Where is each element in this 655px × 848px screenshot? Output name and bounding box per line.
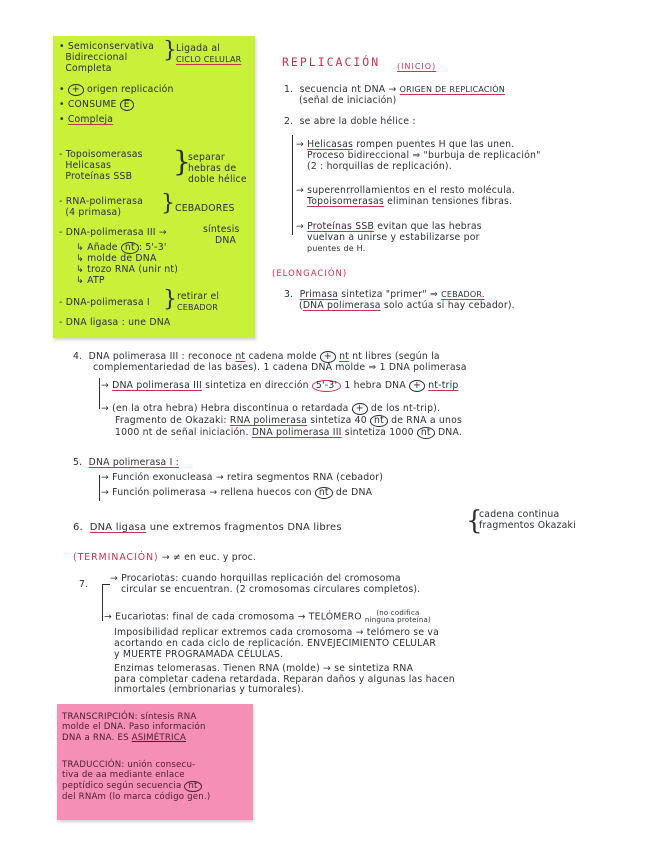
direction-circle: 5'-3'	[312, 380, 341, 392]
item-rna-polimerasa: RNA-polimerasa	[65, 196, 144, 207]
step-7-eucariotas: → Eucariotas: final de cada cromosoma → TELÓMERO (no codifica ninguna proteína)	[104, 609, 431, 624]
step-4-text: DNA polimerasa III : reconoce	[88, 351, 233, 362]
step-6	[73, 522, 342, 534]
sintesis-text-2: DNA	[215, 234, 237, 246]
step-7-number: 7.	[79, 579, 89, 590]
separar-text-3: doble hélice	[188, 173, 247, 185]
exonucleasa-text: Función exonucleasa → retira segmentos RNA (cebador)	[112, 472, 384, 483]
dna-pol1-line: - DNA-polimerasa I	[59, 297, 150, 308]
telomero-detail-3: y MUERTE PROGRAMADA CÉLULAS.	[114, 648, 284, 660]
procariotas-text-2: circular se encuentran. (2 cromosomas circulares completos).	[121, 583, 421, 595]
step-4-pol3: → DNA polimerasa III sintetiza en dirección 5'-3' 1 hebra DNA + nt-trip	[101, 380, 459, 391]
item-proteinas-ssb: Proteínas SSB	[65, 170, 133, 182]
step-6-number: 6.	[73, 522, 83, 533]
direction-text: : 5'-3'	[138, 242, 167, 253]
anade-text: Añade	[87, 242, 118, 253]
origen-replicacion-label: ORIGEN DE REPLICACIÓN	[399, 85, 505, 94]
procariotas-text: Procariotas: cuando horquillas replicación del cromosoma	[121, 573, 401, 584]
polimerasa-text-2: de DNA	[335, 486, 373, 498]
green-list-1: • Semiconservativa Bidireccional Completa	[59, 41, 155, 74]
inicio-text: (INICIO)	[397, 62, 437, 71]
plus-circle: +	[352, 403, 368, 415]
topoisomerasas-label: Topoisomerasas	[307, 195, 384, 207]
step-4-text-4: complementariedad de las bases). 1 cadena DNA molde ⇒ 1 DNA polimerasa	[93, 361, 467, 373]
telomero-note-2: ninguna proteína	[364, 616, 428, 624]
transcripcion-text-2: molde el DNA. Paso información	[62, 722, 206, 733]
rna-polimerasa-label: RNA polimerasa	[229, 414, 308, 426]
retirar-text-1: retirar el	[177, 291, 220, 302]
nt-trip-label: nt-trip	[428, 380, 459, 391]
enzymes-separar: - Topoisomerasas Helicasas Proteínas SSB	[59, 149, 143, 182]
dna-pol1-label: DNA polimerasa I :	[88, 457, 179, 468]
item-topoisomerasas: Topoisomerasas	[65, 149, 143, 160]
atp-text: ATP	[87, 274, 105, 286]
separar-text-2: hebras de	[188, 162, 237, 174]
telomero-detail-1: Imposibilidad replicar extremos cada cromosoma → telómero se va	[114, 627, 439, 638]
ligasa-line: - DNA ligasa : une DNA	[59, 317, 171, 328]
cebadores-label	[175, 204, 235, 215]
retirar-note	[177, 292, 219, 312]
step-4	[73, 351, 467, 374]
item-compleja: Compleja	[67, 113, 114, 125]
retirar-brace: }	[163, 287, 178, 312]
energy-circle: E	[120, 99, 134, 111]
elongacion-label: (ELONGACIÓN)	[272, 269, 348, 279]
plus-circle: +	[68, 84, 84, 96]
ligada-note	[176, 44, 241, 64]
telomero-note-1: no codifica	[379, 609, 420, 617]
okazaki-text-6: DNA.	[437, 426, 463, 438]
okazaki-text-4: 1000 nt de señal iniciación.	[115, 426, 249, 438]
ssb-text: evitan que las hebras	[377, 221, 482, 232]
step-7-procariotas: → Procariotas: cuando horquillas replicación del cromosoma circular se encuentran. (2 cromosomas circulares completos).	[110, 573, 421, 595]
step-3: 3. Primasa sintetiza "primer" ⇒ CEBADOR. (DNA polimerasa solo actúa si hay cebador).	[284, 289, 515, 311]
step-5	[73, 458, 179, 469]
step-3-number: 3.	[284, 289, 294, 300]
traduccion-text-1: TRADUCCIÓN: unión consecu-	[62, 760, 196, 770]
okazaki-text-5: sintetiza 1000	[344, 426, 414, 438]
fragmentos-okazaki-text: fragmentos Okazaki	[479, 519, 576, 531]
page-title: REPLICACIÓN	[282, 55, 381, 69]
traduccion-text-3: peptídico según secuencia	[62, 780, 182, 791]
item-dna-ligasa: DNA ligasa : une DNA	[65, 317, 171, 328]
ssb-text-3: puentes de H.	[307, 243, 366, 253]
green-list-2: • + origen replicación • CONSUME E • Compleja	[59, 84, 174, 125]
separar-note	[188, 153, 247, 186]
step-2-number: 2.	[284, 116, 294, 127]
cadena-continua-text: cadena continua	[479, 509, 560, 520]
step-6-brace: {	[466, 506, 483, 536]
proceso-text: Proceso bidireccional ⇒ "burbuja de replicación"	[307, 149, 541, 161]
hebra-discontinua-text-2: de los nt-trip).	[370, 403, 441, 414]
item-semiconservativa: Semiconservativa	[67, 41, 155, 52]
ssb-label: Proteínas SSB	[307, 221, 375, 232]
step-1-text: secuencia nt DNA →	[299, 84, 397, 95]
okazaki-text-2: sintetiza 40	[310, 414, 367, 426]
step-4-sintetiza: sintetiza en dirección	[205, 380, 309, 391]
cebadores-text: CEBADORES	[175, 203, 235, 214]
separar-text-1: separar	[188, 152, 225, 163]
nt-underlined: nt	[235, 351, 246, 362]
step-2-topo: → superenrrollamientos en el resto molécula. Topoisomerasas eliminan tensiones fibras.	[296, 185, 515, 207]
okazaki-text: Fragmento de Okazaki:	[115, 414, 227, 426]
topoisomerasas-text: eliminan tensiones fibras.	[387, 195, 513, 207]
terminacion-label: (TERMINACIÓN)	[73, 552, 159, 563]
cebador-label: CEBADOR.	[441, 290, 485, 299]
transcripcion-note	[62, 712, 206, 743]
step-4-text-2: cadena molde	[248, 351, 317, 362]
item-primasa: (4 primasa)	[65, 206, 122, 218]
step-1-note: (señal de iniciación)	[299, 94, 397, 106]
sintesis-note	[203, 225, 240, 247]
telomerasa-detail-1: Enzimas telomerasas. Tienen RNA (molde) → se sintetiza RNA	[114, 662, 414, 674]
step-1-number: 1.	[284, 84, 294, 95]
okazaki-text-3: de RNA a unos	[391, 414, 462, 426]
plus-circle: +	[409, 380, 425, 392]
step-7-bracket-top	[102, 584, 110, 585]
dna-pol3-subitems: ↳ Añade nt : 5'-3' ↳ molde de DNA ↳ trozo RNA (unir nt) ↳ ATP	[76, 242, 179, 286]
molde-text: molde de DNA	[87, 252, 157, 264]
step-5-bracket	[99, 475, 100, 501]
step-2-ssb: → Proteínas SSB evitan que las hebras vuelvan a unirse y estabilizarse por puentes de H.	[296, 221, 482, 253]
terminacion-text: → ≠ en euc. y proc.	[161, 552, 257, 563]
dna-pol3-label: DNA polimerasa III	[251, 426, 342, 438]
item-completa: Completa	[65, 62, 112, 74]
rna-pol-block: - RNA-polimerasa (4 primasa)	[59, 196, 144, 218]
traduccion-note	[62, 760, 210, 802]
item-dna-pol1: DNA-polimerasa I	[65, 297, 150, 308]
ligada-al-text: Ligada al	[176, 43, 220, 54]
nt-circle: nt	[370, 415, 388, 427]
step-1	[284, 85, 505, 107]
nt-circle: nt	[121, 242, 139, 254]
asimetrica-label: ASIMÉTRICA	[131, 732, 187, 743]
horquillas-text: (2 : horquillas de replicación).	[307, 160, 452, 172]
cebadores-brace: }	[161, 191, 176, 216]
telomero-detail-2: acortando en cada ciclo de replicación. ENVEJECIMIENTO CELULAR	[114, 637, 436, 649]
nt-circle: nt	[184, 781, 201, 792]
transcripcion-text-3: DNA a RNA. ES	[62, 732, 129, 743]
step-4-okazaki: → (en la otra hebra) Hebra discontinua o retardada + de los nt-trip). Fragmento de Okazaki: RNA polimerasa sintetiza 40 nt de RNA a unos 1000 nt de señal iniciación. DNA polimerasa III sintetiza 1000 nt DNA.	[101, 403, 463, 438]
item-bidireccional: Bidireccional	[65, 51, 128, 63]
step-3-note: solo actúa si hay cebador).	[383, 299, 515, 311]
step-4-text-3: nt libres (según la	[352, 351, 440, 362]
item-origen: origen replicación	[87, 84, 174, 95]
green-sticky-note	[53, 36, 255, 338]
helicasas-text: rompen puentes H que las unen.	[356, 139, 515, 150]
step-2-bracket	[292, 135, 293, 235]
step-2-helicasas: → Helicasas rompen puentes H que las unen. Proceso bidireccional ⇒ "burbuja de replicación" (2 : horquillas de replicación).	[296, 139, 541, 172]
step-4-hebra: 1 hebra DNA	[344, 380, 406, 391]
dna-pol3-block: - DNA-polimerasa III →	[59, 227, 167, 238]
step-6-outcomes	[479, 510, 576, 532]
traduccion-text-4: del RNAm (lo marca código gen.)	[62, 791, 211, 802]
ligada-brace: }	[163, 38, 178, 63]
dna-pol3-label: DNA polimerasa III	[112, 380, 202, 391]
ciclo-celular-text: CICLO CELULAR	[176, 54, 242, 64]
dna-polimerasa-label: DNA polimerasa	[302, 299, 381, 311]
retirar-text-2: CEBADOR	[177, 302, 219, 312]
primasa-label: Primasa	[299, 289, 339, 300]
item-helicasas: Helicasas	[65, 159, 112, 171]
transcripcion-text-1: TRANSCRIPCIÓN: síntesis RNA	[62, 712, 197, 722]
traduccion-text-2: tiva de aa mediante enlace	[62, 770, 185, 781]
step-2-text: se abre la doble hélice :	[299, 116, 416, 127]
polimerasa-text: Función polimerasa → rellena huecos con	[112, 486, 312, 498]
trozo-text: trozo RNA (unir nt)	[87, 263, 179, 275]
telomerasa-detail-2: para completar cadena retardada. Reparan daños y algunas las hacen	[114, 673, 455, 685]
nt-circle: nt	[315, 487, 333, 499]
nt-circle: nt	[417, 427, 435, 439]
step-4-number: 4.	[73, 351, 83, 362]
step-7-bracket	[102, 584, 103, 621]
dna-ligasa-label: DNA ligasa	[89, 522, 147, 533]
step-4-bracket	[99, 378, 100, 409]
item-consume: CONSUME	[67, 98, 117, 110]
terminacion-line	[73, 553, 256, 564]
plus-circle: +	[320, 351, 336, 363]
nt-underlined: nt	[339, 351, 350, 362]
separar-brace: }	[173, 145, 192, 178]
hebra-discontinua-text: (en la otra hebra) Hebra discontinua o retardada	[112, 403, 349, 414]
item-dna-pol3: DNA-polimerasa III →	[65, 227, 167, 238]
step-7-details	[114, 628, 455, 696]
step-6-text: une extremos fragmentos DNA libres	[149, 522, 342, 533]
step-2	[284, 117, 416, 128]
step-5-functions: → Función exonucleasa → retira segmentos RNA (cebador) → Función polimerasa → rellena huecos con nt de DNA	[101, 472, 384, 498]
helicasas-label: Helicasas	[307, 139, 354, 150]
step-3-text: sintetiza "primer" ⇒	[341, 289, 438, 300]
sintesis-text-1: síntesis	[203, 224, 240, 235]
inicio-label	[397, 62, 436, 71]
step-5-number: 5.	[73, 457, 83, 468]
ssb-text-2: vuelvan a unirse y estabilizarse por	[307, 231, 480, 243]
telomerasa-detail-3: inmortales (embrionarias y tumorales).	[114, 684, 304, 696]
superenrollamientos-text: superenrrollamientos en el resto molécula.	[307, 185, 515, 196]
eucariotas-text: Eucariotas: final de cada cromosoma → TELÓMERO	[115, 611, 362, 623]
